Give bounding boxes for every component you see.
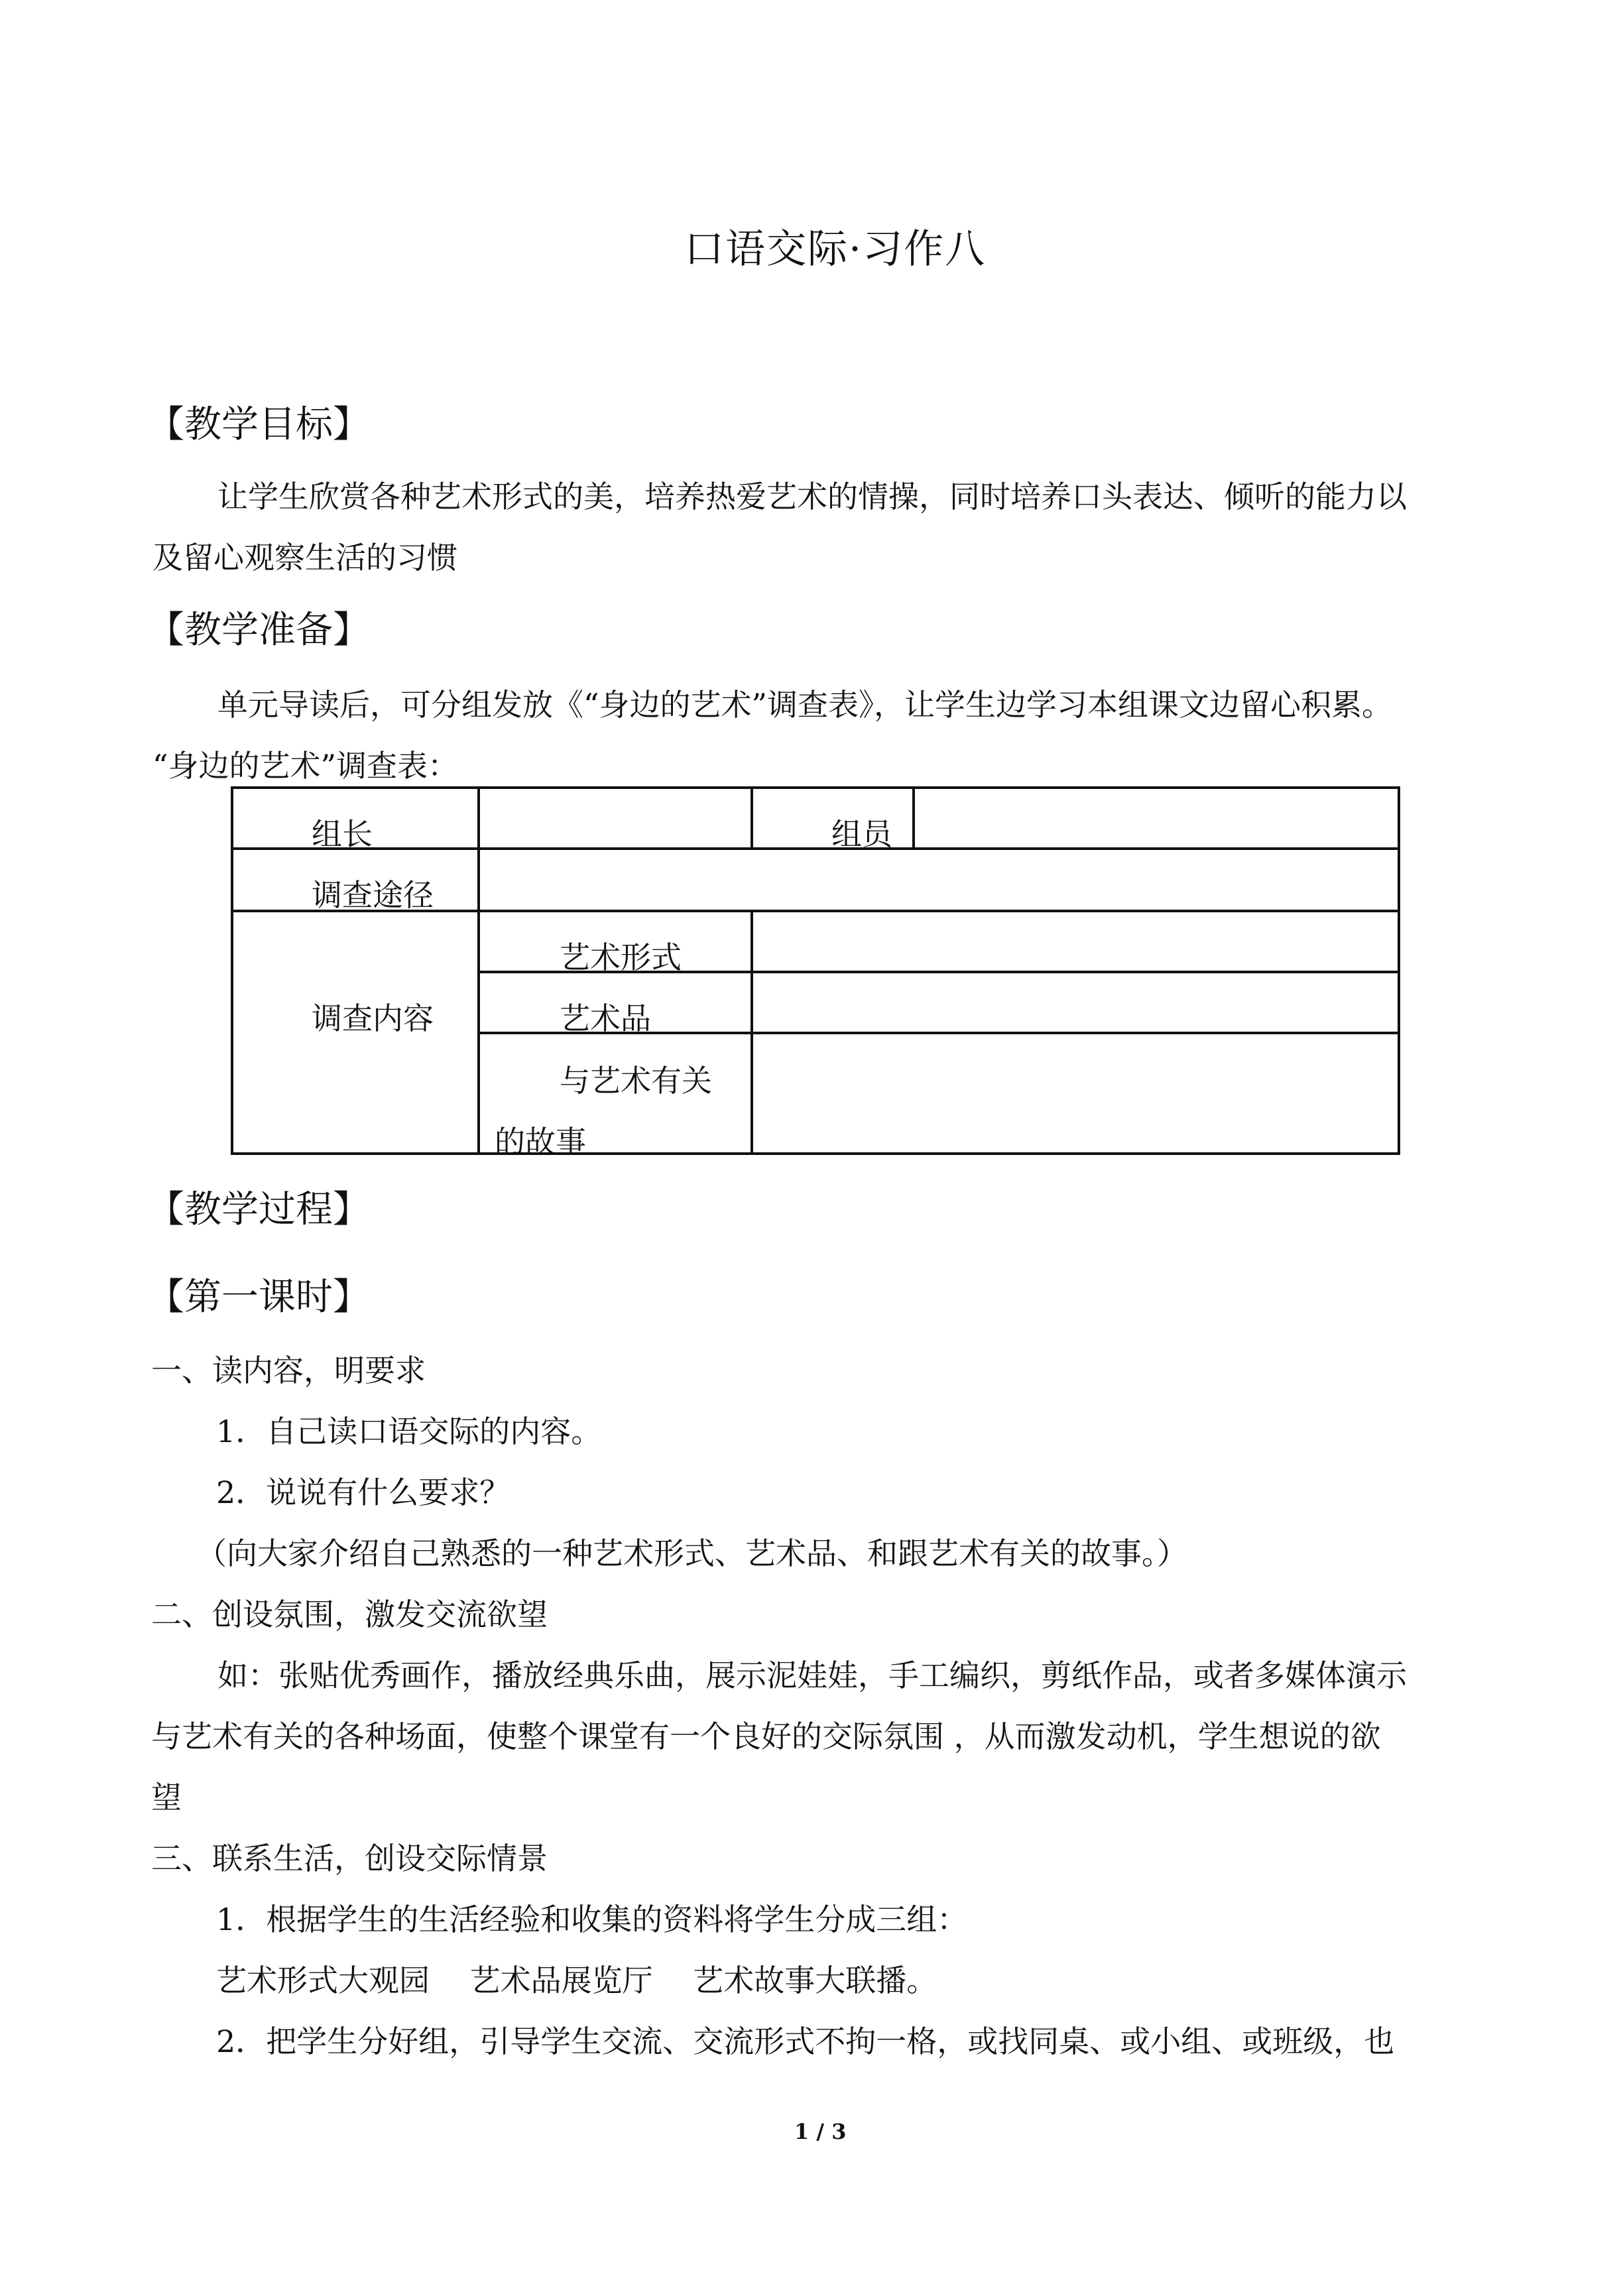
heading-teaching-process: 【教学过程】 [147,1188,370,1231]
part1-item1: 1．自己读口语交际的内容。 [216,1414,602,1449]
goals-text-line2: 及留心观察生活的习惯 [152,540,457,575]
part3-heading: 三、联系生活，创设交际情景 [151,1841,548,1876]
part2-line2: 与艺术有关的各种场面，使整个课堂有一个良好的交际氛围 ，从而激发动机，学生想说的欲 [151,1719,1381,1754]
part3-item1: 1．根据学生的生活经验和收集的资料将学生分成三组： [216,1902,968,1937]
table-row-story-line2: 的故事 [495,1124,586,1160]
prep-text-line1: 单元导读后，可分组发放《“身边的艺术”调查表》，让学生边学习本组课文边留心积累。 [217,687,1393,723]
heading-teaching-goals: 【教学目标】 [147,403,370,446]
heading-teaching-prep: 【教学准备】 [147,609,370,652]
heading-lesson-one: 【第一课时】 [147,1276,370,1319]
goals-text-line1: 让学生欣赏各种艺术形式的美，培养热爱艺术的情操，同时培养口头表达、倾听的能力以 [217,479,1407,514]
part2-line3: 望 [151,1780,182,1815]
table-caption: “身边的艺术”调查表： [152,748,459,784]
table-leader-label: 组长 [312,816,373,852]
table-row-story-line1: 与艺术有关 [560,1063,712,1099]
part2-line1: 如：张贴优秀画作，播放经典乐曲，展示泥娃娃，手工编织，剪纸作品，或者多媒体演示 [217,1658,1407,1693]
table-row-art-form: 艺术形式 [560,939,682,975]
table-members-label: 组员 [831,816,892,852]
part1-note: （向大家介绍自己熟悉的一种艺术形式、艺术品、和跟艺术有关的故事。） [196,1536,1187,1571]
part3-item2: 2．把学生分好组，引导学生交流、交流形式不拘一格，或找同桌、或小组、或班级，也 [216,2024,1395,2059]
part2-heading: 二、创设氛围，激发交流欲望 [151,1597,548,1632]
part1-item2: 2．说说有什么要求？ [216,1475,511,1510]
table-method-label: 调查途径 [312,877,434,913]
part3-groups: 艺术形式大观园 艺术品展览厅 艺术故事大联播。 [216,1963,937,1998]
page-number: 1 / 3 [794,2119,847,2144]
part1-heading: 一、读内容，明要求 [151,1353,426,1388]
page-title: 口语交际·习作八 [684,226,987,272]
table-row-artwork: 艺术品 [560,1000,651,1036]
table-content-label: 调查内容 [312,1000,434,1036]
